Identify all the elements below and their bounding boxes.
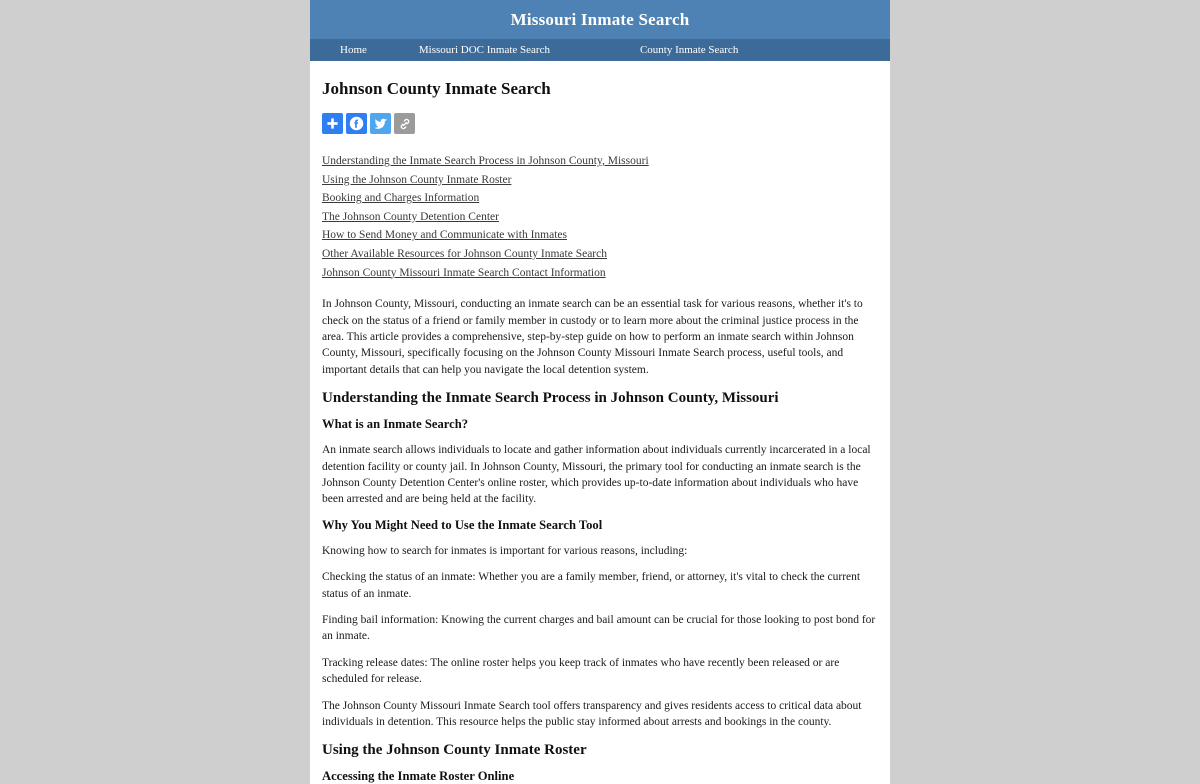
facebook-icon (349, 116, 364, 131)
paragraph-tracking-release: Tracking release dates: The online roster helps you keep track of inmates who have recently been released or are scheduled for release. (322, 656, 840, 686)
addthis-share-button[interactable] (322, 113, 343, 134)
nav-item-missouri-doc-inmate-search[interactable]: Missouri DOC Inmate Search (418, 44, 550, 56)
site-header (310, 0, 890, 39)
heading-why-you-might-need-tool: Why You Might Need to Use the Inmate Search Tool (322, 517, 603, 532)
page-container (310, 0, 890, 784)
facebook-share-button[interactable] (346, 113, 367, 134)
link-chain-icon (398, 117, 412, 131)
heading-accessing-inmate-roster-online: Accessing the Inmate Roster Online (322, 769, 515, 784)
paragraph-knowing-reasons: Knowing how to search for inmates is important for various reasons, including: (322, 544, 688, 557)
toc-link[interactable]: Using the Johnson County Inmate Roster (322, 173, 512, 186)
toc-link[interactable]: How to Send Money and Communicate with Inmates (322, 229, 567, 242)
heading-using-johnson-county-inmate-roster: Using the Johnson County Inmate Roster (322, 742, 587, 759)
toc-link[interactable]: Booking and Charges Information (322, 192, 480, 205)
toc-link[interactable]: Understanding the Inmate Search Process in Johnson County, Missouri (322, 155, 649, 167)
copy-link-button[interactable] (394, 113, 415, 134)
plus-icon (326, 117, 339, 130)
nav-item-county-inmate-search[interactable]: County Inmate Search (639, 44, 739, 56)
page-title: Johnson County Inmate Search (322, 79, 551, 98)
paragraph-finding-bail: Finding bail information: Knowing the current charges and bail amount can be crucial for those looking to post bond for an inmate. (322, 614, 876, 643)
toc-link[interactable]: Johnson County Missouri Inmate Search Contact Information (322, 266, 606, 279)
main-navigation (310, 39, 890, 61)
paragraph-transparency: The Johnson County Missouri Inmate Search tool offers transparency and gives residents access to critical data about individuals in detention. This resource helps the public stay informed about arrests and bookings in the county. (322, 699, 862, 729)
site-title: Missouri Inmate Search (510, 9, 690, 29)
toc-link[interactable]: The Johnson County Detention Center (322, 210, 499, 223)
share-buttons-bar (322, 113, 878, 134)
heading-understanding-inmate-search-process: Understanding the Inmate Search Process in Johnson County, Missouri (322, 390, 779, 407)
heading-what-is-an-inmate-search: What is an Inmate Search? (322, 417, 469, 432)
intro-paragraph: In Johnson County, Missouri, conducting an inmate search can be an essential task for various reasons, whether it's to check on the status of a friend or family member in custody or to learn more about the criminal justice process in the area. This article provides a comprehensive, step-by-step guide on how to perform an inmate search within Johnson County, Missouri, specifically focusing on the Johnson County Missouri Inmate Search process, useful tools, and important details that can help you navigate the local detention system. (322, 298, 863, 376)
nav-item-home[interactable]: Home (340, 44, 367, 56)
paragraph-checking-status: Checking the status of an inmate: Whether you are a family member, friend, or attorney, it's vital to check the current status of an inmate. (322, 571, 861, 600)
twitter-share-button[interactable] (370, 113, 391, 134)
toc-link[interactable]: Other Available Resources for Johnson County Inmate Search (322, 247, 607, 260)
twitter-bird-icon (374, 117, 388, 131)
article-content (310, 61, 890, 784)
table-of-contents (322, 152, 878, 282)
paragraph-what-is-inmate-search: An inmate search allows individuals to locate and gather information about individuals currently incarcerated in a local detention facility or county jail. In Johnson County, Missouri, the primary tool for conducting an inmate search is the Johnson County Detention Center's online roster, which provides up-to-date information about individuals who have been arrested and are being held at the facility. (322, 444, 871, 506)
